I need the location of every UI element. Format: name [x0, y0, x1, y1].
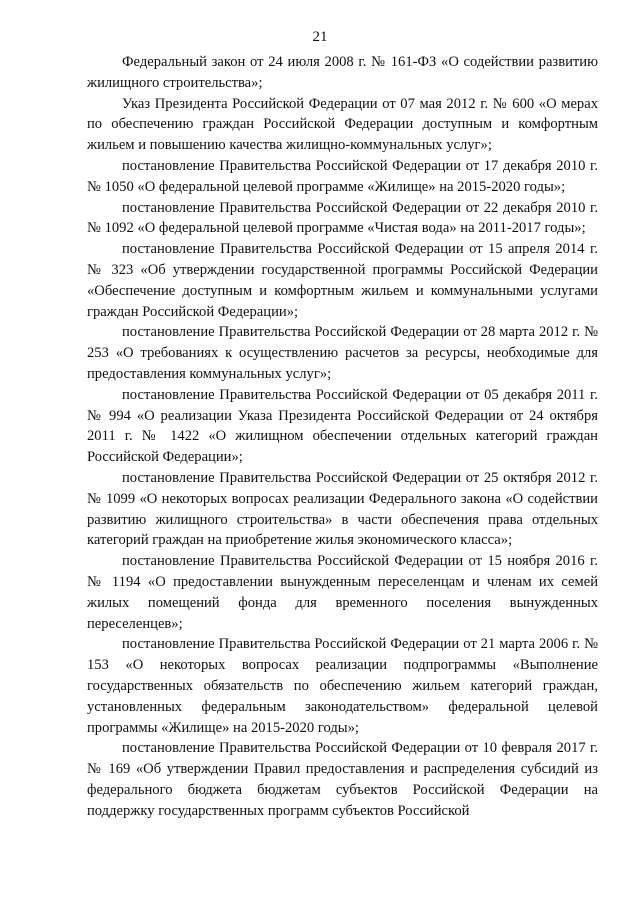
document-body — [87, 52, 598, 821]
paragraph-resolution-1092: постановление Правительства Российской Федерации от 22 декабря 2010 г. № 1092 «О федеральной целевой программе «Чистая вода» на 2011-2017 годы»; — [87, 199, 598, 237]
paragraph-resolution-1099: постановление Правительства Российской Федерации от 25 октября 2012 г. № 1099 «О некоторых вопросах реализации Федерального закона «О содействии развитию жилищного строительства» в части обеспечения права отдельных категорий граждан на приобретение жилья экономического класса»; — [87, 469, 598, 549]
page-number: 21 — [312, 29, 328, 45]
paragraph-resolution-153: постановление Правительства Российской Федерации от 21 марта 2006 г. № 153 «О некоторых вопросах реализации подпрограммы «Выполнение государственных обязательств по обеспечению жильем категорий граждан, установленных федеральным законодательством» федеральной целевой программы «Жилище» на 2015-2020 годы»; — [87, 636, 598, 736]
paragraph-resolution-323: постановление Правительства Российской Федерации от 15 апреля 2014 г. № 323 «Об утверждении государственной программы Российской Федерации «Обеспечение доступным и комфортным жильем и коммунальными услугами граждан Российской Федерации»; — [87, 241, 598, 320]
paragraph-resolution-1194: постановление Правительства Российской Федерации от 15 ноября 2016 г. № 1194 «О предоставлении вынужденным переселенцам и членам их семей жилых помещений фонда для временного поселения вынужденных переселенцев»; — [87, 553, 598, 632]
paragraph-resolution-253: постановление Правительства Российской Федерации от 28 марта 2012 г. № 253 «О требованиях к осуществлению расчетов за ресурсы, необходимые для предоставления коммунальных услуг»; — [87, 324, 598, 382]
paragraph-resolution-1050: постановление Правительства Российской Федерации от 17 декабря 2010 г. № 1050 «О федеральной целевой программе «Жилище» на 2015-2020 годы»; — [87, 157, 598, 195]
paragraph-decree-600: Указ Президента Российской Федерации от 07 мая 2012 г. № 600 «О мерах по обеспечению граждан Российской Федерации доступным и комфортным жильем и повышению качества жилищно-коммунальных услуг»; — [87, 95, 598, 154]
paragraph-federal-law-161: Федеральный закон от 24 июля 2008 г. № 161-ФЗ «О содействии развитию жилищного строительства»; — [87, 54, 598, 91]
paragraph-resolution-169: постановление Правительства Российской Федерации от 10 февраля 2017 г. № 169 «Об утверждении Правил предоставления и распределения субсидий из федерального бюджета бюджетам субъектов Российской Федерации на поддержку государственных программ субъектов Российской — [87, 740, 598, 819]
paragraph-resolution-994: постановление Правительства Российской Федерации от 05 декабря 2011 г. № 994 «О реализации Указа Президента Российской Федерации от 24 октября 2011 г. № 1422 «О жилищном обеспечении отдельных категорий граждан Российской Федерации»; — [87, 386, 598, 466]
